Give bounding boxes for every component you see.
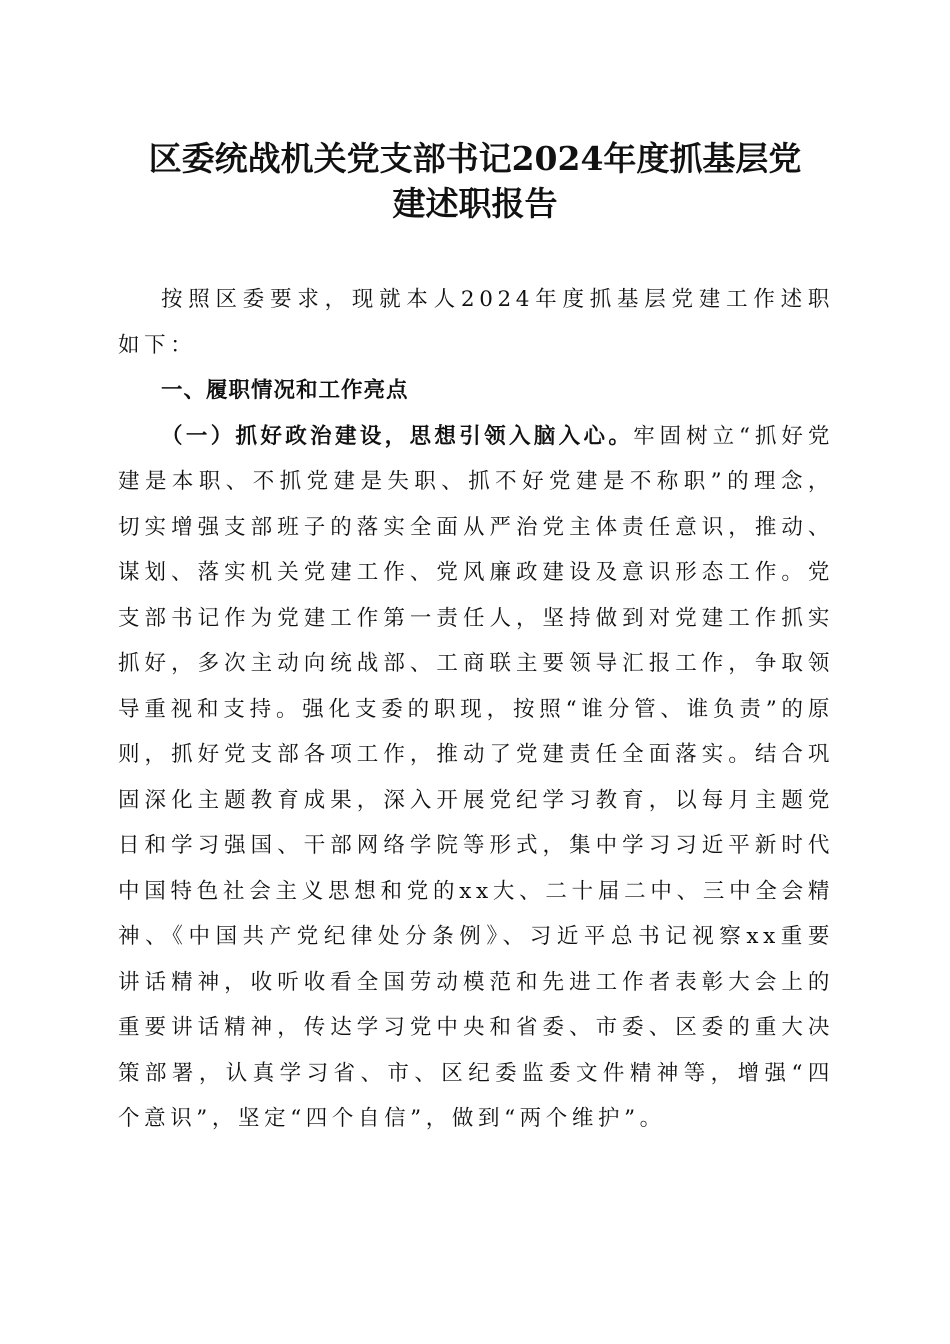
subsection-body-text: 牢固树立“抓好党建是本职、不抓党建是失职、抓不好党建是不称职”的理念，切实增强支部班子的落实全面从严治党主体责任意识，推动、谋划、落实机关党建工作、党风廉政建设及意识形态工作。党支部书记作为党建工作第一责任人，坚持做到对党建工作抓实抓好，多次主动向统战部、工商联主要领导汇报工作，争取领导重视和支持。强化支委的职现，按照“谁分管、谁负责”的原则，抓好党支部各项工作，推动了党建责任全面落实。结合巩固深化主题教育成果，深入开展党纪学习教育，以每月主题党日和学习强国、干部网络学院等形式，集中学习习近平新时代中国特色社会主义思想和党的xx大、二十届二中、三中全会精神、《中国共产党纪律处分条例》、习近平总书记视察xx重要讲话精神，收听收看全国劳动模范和先进工作者表彰大会上的重要讲话精神，传达学习党中央和省委、市委、区委的重大决策部署，认真学习省、市、区纪委监委文件精神等，增强“四个意识”，坚定“四个自信”，做到“两个维护”。 [118,423,834,1131]
subsection-lead-heading: （一）抓好政治建设，思想引领入脑入心。 [161,423,634,449]
document-body [118,277,834,1142]
section-heading-1: 一、履职情况和工作亮点 [161,378,409,403]
document-title-line-2: 建述职报告 [392,184,558,223]
subsection-paragraph-1 [118,414,834,1142]
intro-paragraph: 按照区委要求，现就本人2024年度抓基层党建工作述职如下： [118,287,834,358]
document-title-line-1: 区委统战机关党支部书记2024年度抓基层党 [148,139,802,178]
document-title [100,136,850,226]
